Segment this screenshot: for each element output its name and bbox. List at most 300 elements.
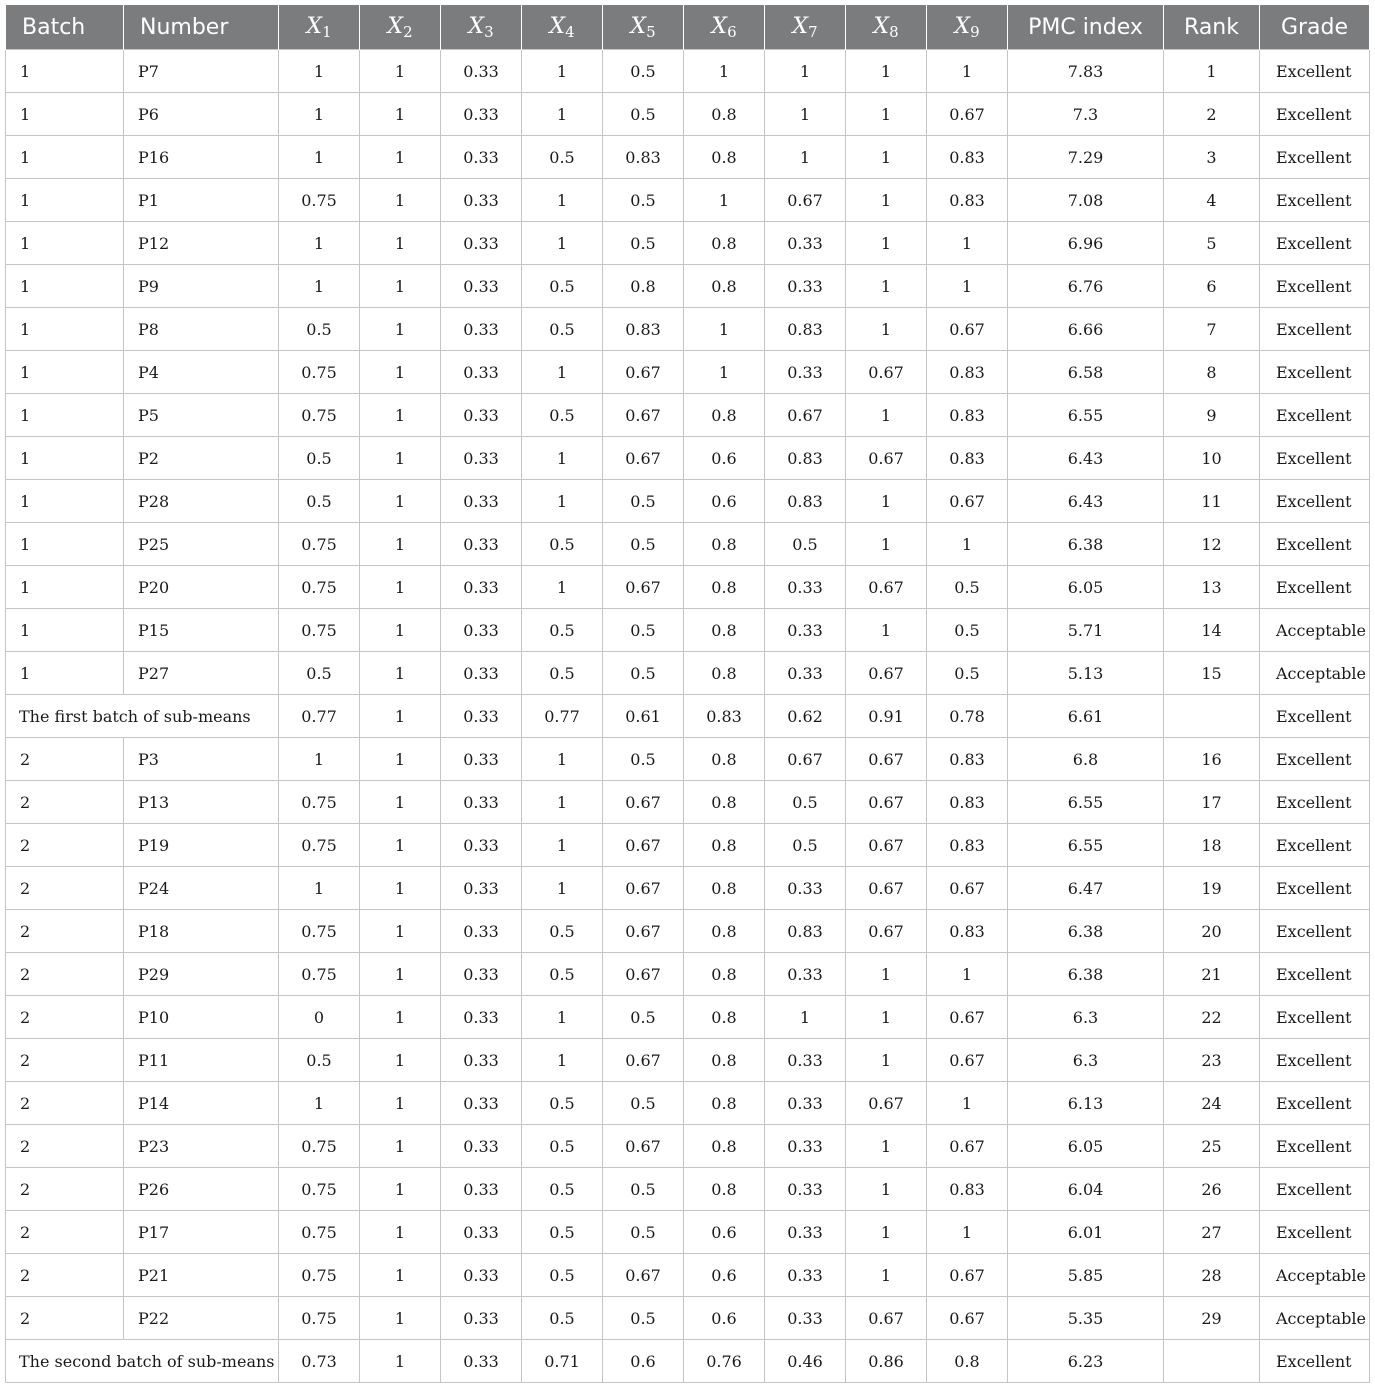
cell-x1: 0.75 [279,824,360,867]
cell-pmc-index: 6.55 [1008,394,1164,437]
cell-x7: 0.33 [765,1039,846,1082]
cell-x2: 1 [360,1340,441,1383]
cell-batch: 2 [6,1211,124,1254]
cell-rank: 4 [1164,179,1260,222]
cell-x7: 0.62 [765,695,846,738]
cell-x7: 1 [765,136,846,179]
cell-x8: 0.67 [846,1297,927,1340]
cell-grade: Excellent [1260,910,1370,953]
cell-x3: 0.33 [441,1082,522,1125]
cell-x5: 0.5 [603,93,684,136]
cell-rank: 28 [1164,1254,1260,1297]
cell-batch: 1 [6,351,124,394]
cell-number: P16 [124,136,279,179]
cell-x5: 0.6 [603,1340,684,1383]
cell-x3: 0.33 [441,996,522,1039]
header-x-subscript: 7 [808,22,818,41]
cell-pmc-index: 6.43 [1008,437,1164,480]
cell-batch: 1 [6,265,124,308]
cell-batch: 2 [6,953,124,996]
header-x-letter: X [711,13,728,39]
header-x4 [522,5,603,50]
cell-x2: 1 [360,824,441,867]
cell-x1: 0.75 [279,523,360,566]
cell-x6: 0.8 [684,781,765,824]
cell-x8: 1 [846,1211,927,1254]
cell-rank: 13 [1164,566,1260,609]
cell-x3: 0.33 [441,1211,522,1254]
cell-x5: 0.5 [603,1211,684,1254]
cell-rank: 25 [1164,1125,1260,1168]
cell-x8: 0.67 [846,738,927,781]
cell-x9: 1 [927,1082,1008,1125]
cell-x1: 0.75 [279,1254,360,1297]
cell-x2: 1 [360,1125,441,1168]
cell-x3: 0.33 [441,1125,522,1168]
cell-x4: 1 [522,93,603,136]
cell-x5: 0.67 [603,824,684,867]
cell-x6: 0.8 [684,566,765,609]
table-row [6,222,1370,265]
cell-pmc-index: 5.13 [1008,652,1164,695]
cell-rank: 26 [1164,1168,1260,1211]
header-x-letter: X [468,13,485,39]
header-x1 [279,5,360,50]
cell-x8: 1 [846,308,927,351]
cell-x9: 1 [927,953,1008,996]
cell-x7: 0.33 [765,1211,846,1254]
cell-x9: 0.83 [927,351,1008,394]
cell-x8: 0.67 [846,566,927,609]
cell-x5: 0.67 [603,351,684,394]
header-batch: Batch [6,5,124,50]
cell-rank: 23 [1164,1039,1260,1082]
cell-x4: 1 [522,566,603,609]
cell-x5: 0.5 [603,1168,684,1211]
header-x5 [603,5,684,50]
cell-pmc-index: 6.43 [1008,480,1164,523]
cell-x9: 0.83 [927,437,1008,480]
cell-x7: 0.33 [765,265,846,308]
table-row [6,394,1370,437]
cell-grade: Excellent [1260,1039,1370,1082]
cell-x8: 1 [846,93,927,136]
cell-x8: 0.67 [846,351,927,394]
table-row [6,566,1370,609]
cell-x1: 0.75 [279,1125,360,1168]
cell-x8: 1 [846,394,927,437]
table-row [6,738,1370,781]
cell-x7: 0.46 [765,1340,846,1383]
cell-x5: 0.67 [603,1039,684,1082]
cell-x9: 0.67 [927,1297,1008,1340]
cell-x5: 0.5 [603,1082,684,1125]
cell-x5: 0.61 [603,695,684,738]
header-x6 [684,5,765,50]
cell-x7: 0.67 [765,394,846,437]
cell-number: P23 [124,1125,279,1168]
cell-x8: 1 [846,480,927,523]
cell-x8: 0.91 [846,695,927,738]
table-row [6,523,1370,566]
cell-x6: 0.83 [684,695,765,738]
cell-x3: 0.33 [441,179,522,222]
cell-x4: 0.5 [522,1082,603,1125]
cell-number: P18 [124,910,279,953]
cell-number: P8 [124,308,279,351]
cell-x2: 1 [360,1297,441,1340]
cell-number: P14 [124,1082,279,1125]
cell-x1: 0.75 [279,953,360,996]
cell-x3: 0.33 [441,910,522,953]
cell-pmc-index: 7.29 [1008,136,1164,179]
cell-x5: 0.67 [603,394,684,437]
cell-x2: 1 [360,93,441,136]
cell-x1: 1 [279,93,360,136]
table-header [6,5,1370,50]
cell-x1: 1 [279,50,360,93]
cell-x9: 0.5 [927,566,1008,609]
cell-x8: 1 [846,222,927,265]
table-row [6,1297,1370,1340]
table-row [6,1125,1370,1168]
cell-x5: 0.67 [603,566,684,609]
cell-x1: 0.75 [279,179,360,222]
cell-x4: 0.5 [522,1211,603,1254]
cell-x5: 0.5 [603,222,684,265]
cell-x1: 1 [279,738,360,781]
cell-x1: 1 [279,136,360,179]
cell-pmc-index: 6.66 [1008,308,1164,351]
cell-grade: Excellent [1260,179,1370,222]
cell-grade: Excellent [1260,953,1370,996]
cell-x7: 0.5 [765,824,846,867]
cell-x5: 0.67 [603,1125,684,1168]
cell-grade: Excellent [1260,50,1370,93]
cell-pmc-index: 6.58 [1008,351,1164,394]
cell-x9: 1 [927,523,1008,566]
cell-x8: 1 [846,1039,927,1082]
cell-x4: 0.5 [522,1125,603,1168]
cell-x8: 1 [846,1125,927,1168]
cell-x7: 1 [765,50,846,93]
header-x-letter: X [873,13,890,39]
cell-batch: 2 [6,1168,124,1211]
cell-x6: 0.8 [684,1125,765,1168]
cell-batch: 2 [6,996,124,1039]
cell-grade: Excellent [1260,996,1370,1039]
cell-x1: 0.5 [279,480,360,523]
cell-batch: 1 [6,480,124,523]
cell-x1: 0.75 [279,1297,360,1340]
cell-batch: 1 [6,437,124,480]
cell-x6: 1 [684,308,765,351]
cell-number: P11 [124,1039,279,1082]
cell-x5: 0.67 [603,437,684,480]
cell-x7: 0.83 [765,308,846,351]
cell-x3: 0.33 [441,652,522,695]
cell-x1: 0.75 [279,351,360,394]
header-x-subscript: 1 [322,22,332,41]
table-row [6,179,1370,222]
cell-rank: 8 [1164,351,1260,394]
cell-rank: 27 [1164,1211,1260,1254]
cell-x8: 1 [846,996,927,1039]
cell-x2: 1 [360,1254,441,1297]
cell-x4: 0.5 [522,308,603,351]
header-x-letter: X [792,13,809,39]
cell-rank: 17 [1164,781,1260,824]
cell-number: P26 [124,1168,279,1211]
table-row [6,824,1370,867]
cell-grade: Excellent [1260,351,1370,394]
cell-grade: Acceptable [1260,1297,1370,1340]
cell-rank: 12 [1164,523,1260,566]
cell-x5: 0.5 [603,1297,684,1340]
table-row [6,1211,1370,1254]
cell-x6: 0.76 [684,1340,765,1383]
cell-x6: 0.8 [684,523,765,566]
cell-rank [1164,695,1260,738]
cell-batch: 1 [6,136,124,179]
cell-rank: 7 [1164,308,1260,351]
table-row [6,910,1370,953]
cell-x3: 0.33 [441,1340,522,1383]
cell-x9: 1 [927,265,1008,308]
cell-x6: 0.8 [684,1082,765,1125]
cell-number: P22 [124,1297,279,1340]
cell-grade: Excellent [1260,480,1370,523]
cell-x6: 0.6 [684,1211,765,1254]
header-x-subscript: 5 [646,22,656,41]
cell-x9: 0.83 [927,738,1008,781]
cell-x4: 1 [522,867,603,910]
cell-x6: 0.8 [684,738,765,781]
cell-x3: 0.33 [441,1297,522,1340]
cell-x3: 0.33 [441,480,522,523]
cell-x2: 1 [360,867,441,910]
cell-x3: 0.33 [441,953,522,996]
cell-rank: 6 [1164,265,1260,308]
cell-x2: 1 [360,523,441,566]
cell-x1: 0.77 [279,695,360,738]
cell-x2: 1 [360,394,441,437]
cell-x1: 0.75 [279,609,360,652]
cell-rank: 19 [1164,867,1260,910]
header-x2 [360,5,441,50]
cell-x9: 0.67 [927,1254,1008,1297]
cell-x5: 0.67 [603,910,684,953]
cell-number: P25 [124,523,279,566]
sub-means-label: The second batch of sub-means [6,1340,279,1383]
cell-batch: 1 [6,394,124,437]
cell-x7: 0.33 [765,652,846,695]
cell-x6: 0.8 [684,93,765,136]
cell-number: P21 [124,1254,279,1297]
cell-x7: 0.33 [765,222,846,265]
cell-batch: 1 [6,566,124,609]
cell-x2: 1 [360,695,441,738]
cell-grade: Acceptable [1260,1254,1370,1297]
cell-x9: 1 [927,1211,1008,1254]
cell-rank: 20 [1164,910,1260,953]
cell-x4: 0.5 [522,652,603,695]
cell-x2: 1 [360,910,441,953]
cell-x5: 0.5 [603,179,684,222]
cell-x3: 0.33 [441,609,522,652]
cell-number: P29 [124,953,279,996]
cell-batch: 2 [6,1297,124,1340]
header-x9 [927,5,1008,50]
cell-batch: 1 [6,179,124,222]
cell-x8: 1 [846,265,927,308]
cell-grade: Excellent [1260,1211,1370,1254]
cell-x1: 1 [279,265,360,308]
cell-pmc-index: 6.38 [1008,523,1164,566]
cell-x2: 1 [360,738,441,781]
cell-x8: 0.67 [846,910,927,953]
cell-x5: 0.83 [603,308,684,351]
cell-pmc-index: 6.05 [1008,566,1164,609]
cell-rank: 16 [1164,738,1260,781]
cell-x9: 0.83 [927,1168,1008,1211]
cell-x8: 1 [846,953,927,996]
cell-x8: 0.67 [846,437,927,480]
cell-x4: 1 [522,781,603,824]
header-x7 [765,5,846,50]
cell-x5: 0.5 [603,50,684,93]
cell-batch: 2 [6,867,124,910]
cell-rank: 2 [1164,93,1260,136]
cell-x1: 0.75 [279,394,360,437]
cell-rank: 1 [1164,50,1260,93]
cell-grade: Excellent [1260,265,1370,308]
cell-pmc-index: 6.76 [1008,265,1164,308]
cell-x2: 1 [360,136,441,179]
header-pmc-index: PMC index [1008,5,1164,50]
cell-x5: 0.8 [603,265,684,308]
cell-x2: 1 [360,308,441,351]
cell-x3: 0.33 [441,566,522,609]
cell-x5: 0.67 [603,953,684,996]
cell-x8: 0.67 [846,1082,927,1125]
cell-batch: 2 [6,910,124,953]
cell-x8: 1 [846,609,927,652]
cell-x7: 0.33 [765,566,846,609]
cell-x9: 0.67 [927,308,1008,351]
cell-x9: 0.83 [927,910,1008,953]
cell-rank: 14 [1164,609,1260,652]
cell-grade: Excellent [1260,437,1370,480]
table-row [6,351,1370,394]
cell-x7: 0.33 [765,1168,846,1211]
table-row [6,480,1370,523]
cell-x7: 0.83 [765,910,846,953]
cell-x5: 0.67 [603,867,684,910]
cell-x4: 0.5 [522,953,603,996]
cell-x1: 0.5 [279,652,360,695]
cell-x9: 1 [927,50,1008,93]
cell-number: P12 [124,222,279,265]
header-x-letter: X [954,13,971,39]
sub-means-label: The first batch of sub-means [6,695,279,738]
cell-x1: 0.5 [279,437,360,480]
cell-pmc-index: 6.61 [1008,695,1164,738]
cell-rank: 5 [1164,222,1260,265]
cell-number: P28 [124,480,279,523]
cell-x3: 0.33 [441,222,522,265]
header-x8 [846,5,927,50]
cell-x6: 0.8 [684,652,765,695]
cell-x6: 0.6 [684,480,765,523]
cell-pmc-index: 7.3 [1008,93,1164,136]
cell-batch: 2 [6,1254,124,1297]
cell-pmc-index: 7.08 [1008,179,1164,222]
cell-pmc-index: 5.85 [1008,1254,1164,1297]
cell-x4: 0.5 [522,1254,603,1297]
cell-x7: 0.33 [765,953,846,996]
cell-x1: 0 [279,996,360,1039]
cell-x6: 1 [684,351,765,394]
cell-number: P3 [124,738,279,781]
cell-batch: 1 [6,523,124,566]
cell-x1: 0.75 [279,781,360,824]
cell-x6: 0.8 [684,265,765,308]
cell-x2: 1 [360,652,441,695]
cell-x7: 0.83 [765,437,846,480]
cell-x3: 0.33 [441,93,522,136]
cell-x6: 0.8 [684,1039,765,1082]
cell-x6: 0.8 [684,222,765,265]
cell-grade: Excellent [1260,1340,1370,1383]
cell-x5: 0.83 [603,136,684,179]
cell-number: P15 [124,609,279,652]
cell-x9: 0.83 [927,179,1008,222]
cell-rank: 10 [1164,437,1260,480]
cell-number: P1 [124,179,279,222]
cell-x7: 0.67 [765,738,846,781]
cell-x2: 1 [360,50,441,93]
cell-x7: 0.33 [765,1297,846,1340]
cell-pmc-index: 6.38 [1008,910,1164,953]
cell-x2: 1 [360,480,441,523]
cell-grade: Acceptable [1260,652,1370,695]
cell-batch: 2 [6,1082,124,1125]
cell-batch: 2 [6,781,124,824]
cell-grade: Excellent [1260,1168,1370,1211]
cell-rank [1164,1340,1260,1383]
cell-x3: 0.33 [441,50,522,93]
table-row [6,781,1370,824]
cell-x1: 0.5 [279,308,360,351]
cell-x4: 1 [522,437,603,480]
table-row [6,1039,1370,1082]
cell-x9: 0.83 [927,394,1008,437]
cell-x8: 0.86 [846,1340,927,1383]
cell-number: P4 [124,351,279,394]
cell-x9: 0.8 [927,1340,1008,1383]
cell-x6: 0.8 [684,867,765,910]
cell-x1: 0.75 [279,566,360,609]
cell-x5: 0.5 [603,609,684,652]
cell-x3: 0.33 [441,136,522,179]
table-row [6,953,1370,996]
cell-x8: 0.67 [846,781,927,824]
cell-x1: 1 [279,1082,360,1125]
table-row [6,50,1370,93]
cell-pmc-index: 6.8 [1008,738,1164,781]
header-x3 [441,5,522,50]
